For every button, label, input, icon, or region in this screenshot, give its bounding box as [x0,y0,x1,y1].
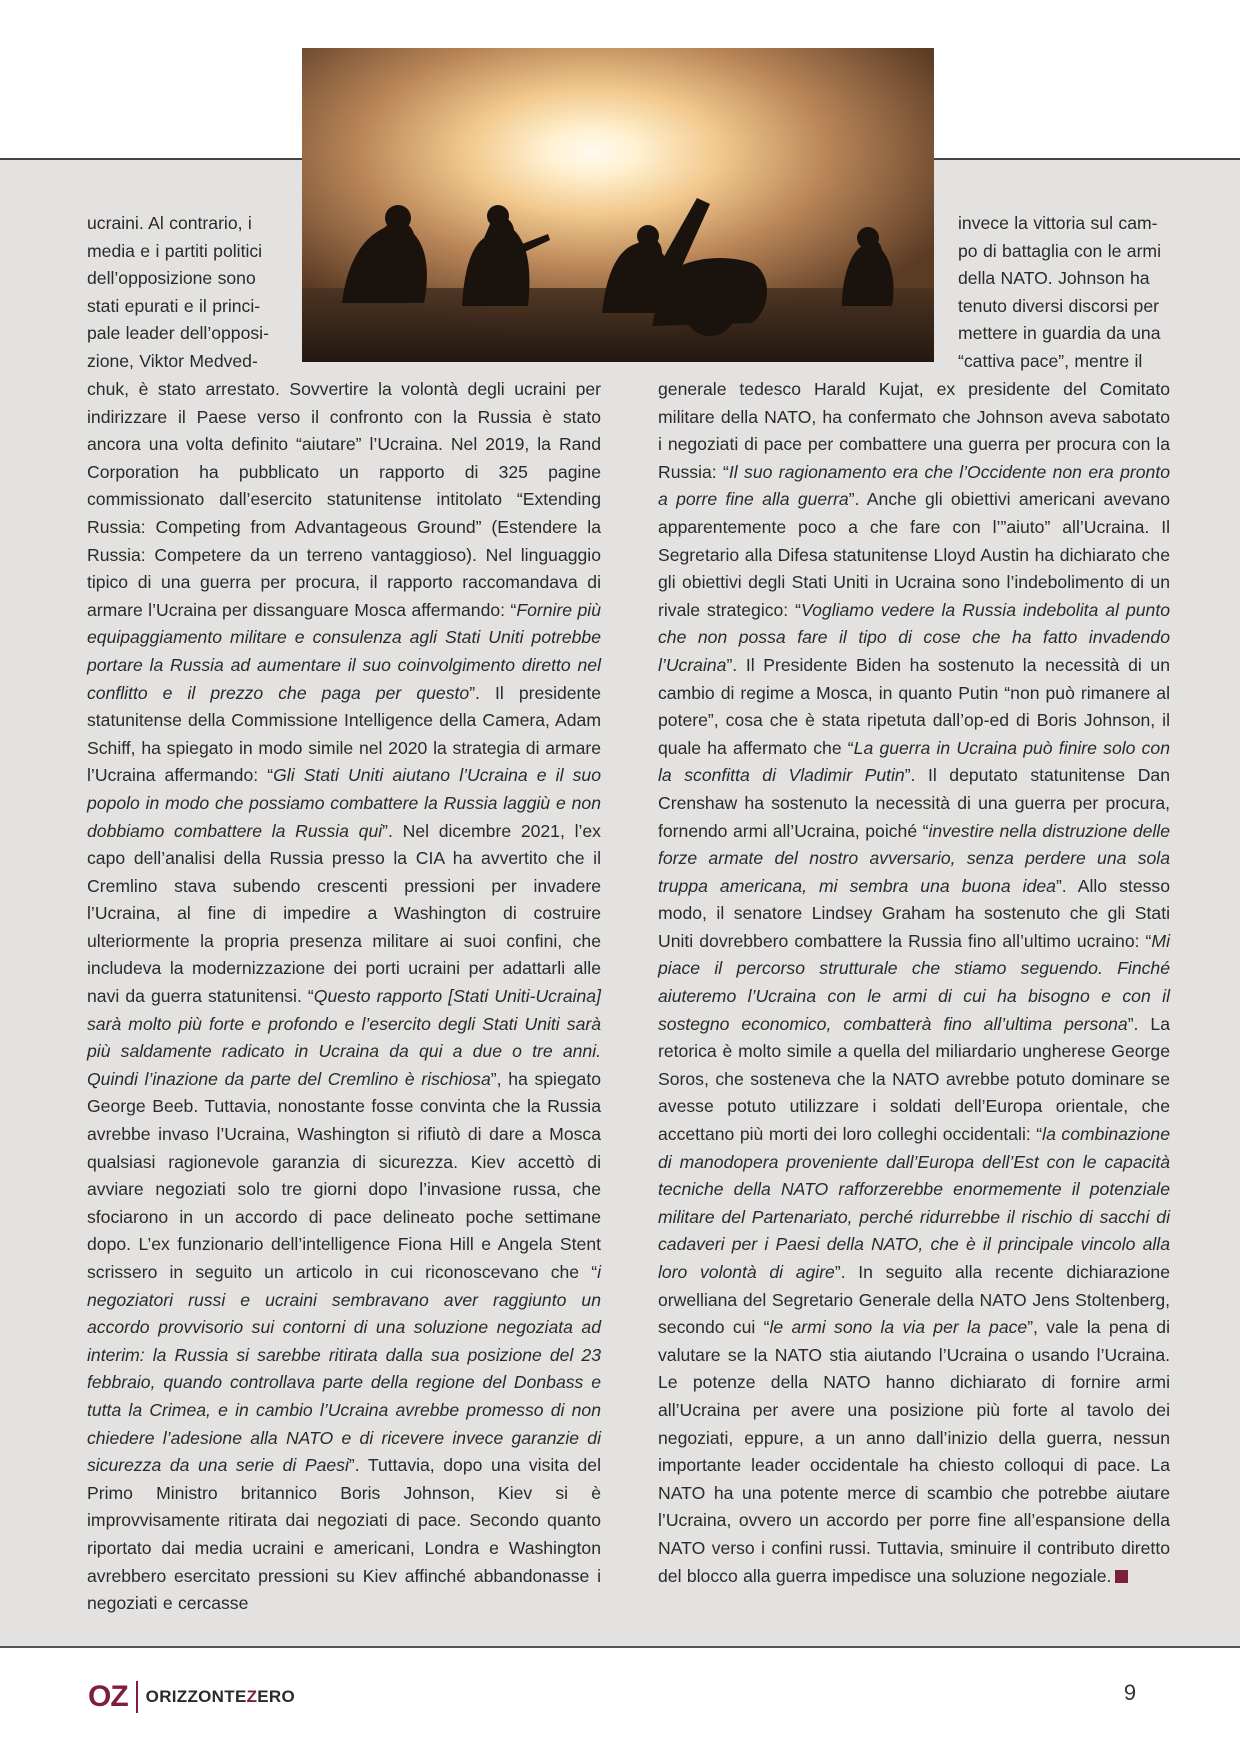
artillery-photo-illustration [302,48,934,362]
logo-text-part: ERO [257,1687,296,1706]
wrap-line: stati epurati e il princi- [87,295,261,316]
left-column [87,376,601,1618]
body-text: ”. Il Presidente Biden ha sostenuto la necessità di un cambio di regime a Mosca, in quanto Putin “non può rimanere al potere”, cosa che è stata ripetuta dall’op-ed di Boris Johnson, il quale ha affermato che “ [658,654,1170,758]
right-column [658,376,1170,1590]
quote-text: Vogliamo vedere la Russia indebolita al punto che non possa fare il tipo di cose che ha fatto invadendo l’Ucraina [658,599,1170,675]
left-paragraph [87,376,601,1618]
body-text: ”. In seguito alla recente dichiarazione orwelliana del Segretario Generale della NATO Jens Stoltenberg, secondo cui “ [658,1262,1170,1338]
quote-text: le armi sono la via per la pace [769,1317,1028,1338]
end-of-article-square-icon [1115,1570,1128,1583]
logo-text-part: ORIZZONTE [145,1687,247,1706]
body-text: ”. Anche gli obiettivi americani avevano apparentemente poco a che fare con l’”aiuto” all’Ucraina. Il Segretario alla Difesa statunitense Lloyd Austin ha dichiarato che gli obiettivi degli Stati Uniti in Ucraina sono l’indebolimento di un rivale strategico: “ [658,489,1170,620]
quote-text: Fornire più equipaggiamento militare e consulenza agli Stati Uniti potrebbe portare la Russia ad aumentare il suo coinvolgimento diretto nel conflitto e il prezzo che paga per questo [87,599,601,703]
wrap-line: tenuto diversi discorsi per [958,295,1159,316]
body-text: generale tedesco Harald Kujat, ex presidente del Comitato militare della NATO, ha confermato che Johnson aveva sabotato i negoziati di pace per combattere una guerra per procura con la Russia: “ [658,379,1170,482]
wrap-line: invece la vittoria sul cam- [958,213,1158,233]
body-text: chuk, è stato arrestato. Sovvertire la volontà degli ucraini per indirizzare il Paese verso il confronto con la Russia è stato ancora una volta definito “aiutare” l’Ucraina. Nel 2019, la Rand Corporation ha pubblicato un rapporto di 325 pagine commissionato dall’esercito statunitense intitolato “Extending Russia: Competing from Advantageous Ground” (Estendere la Russia: Competere da un terreno vantaggioso). Nel linguaggio tipico di una guerra per procura, il rapporto raccomandava di armare l’Ucraina per dissanguare Mosca affermando: “ [87,379,601,620]
logo-text-z: Z [246,1687,258,1706]
quote-text: Mi piace il percorso strutturale che stiamo seguendo. Finché aiuteremo l’Ucraina con le armi di cui ha bisogno e con il sostegno economico, combatterà fino all’ultima persona [658,930,1170,1034]
quote-text: La guerra in Ucraina può finire solo con la sconfitta di Vladimir Putin [658,737,1170,786]
artillery-photo [302,48,934,362]
left-wrap-text [87,210,275,376]
quote-text: Questo rapporto [Stati Uniti-Ucraina] sarà molto più forte e profondo e l’esercito degli Stati Uniti sarà più saldamente radicato in Ucraina da qui a due o tre anni. Quindi l’inazione da parte del Cremlino è rischiosa [87,986,601,1089]
wrap-line: dell’opposizione sono [87,268,256,289]
right-paragraph [658,376,1170,1590]
quote-text: i negoziatori russi e ucraini sembravano aver raggiunto un accordo provvisorio sui contorni di una soluzione negoziata ad interim: la Russia si sarebbe ritirata dalla sua posizione del 23 febbraio, quando controllava parte della regione del Donbass e tutta la Crimea, e in cambio l’Ucraina avrebbe promesso di non chiedere l’adesione alla NATO e di ricevere invece garanzie di sicurezza da una serie di Paesi [87,1262,601,1476]
page-number: 9 [1123,1680,1137,1705]
body-text: ”, ha spiegato George Beeb. Tuttavia, nonostante fosse convinta che la Russia avrebbe invaso l’Ucraina, Washington si rifiutò di dare a Mosca qualsiasi ragionevole garanzia di sicurezza. Kiev accettò di avviare negoziati solo tre giorni dopo l’invasione russa, che sfociarono in un accordo di pace delineato poche settimane dopo. L’ex funzionario dell’intelligence Fiona Hill e Angela Stent scrissero in seguito un articolo in cui riconoscevano che “ [87,1068,601,1282]
wrap-line: “cattiva pace”, mentre il [958,350,1143,371]
logo-wordmark [146,1687,295,1707]
wrap-line: della NATO. Johnson ha [958,268,1150,289]
quote-text: Il suo ragionamento era che l’Occidente non era pronto a porre fine alla guerra [658,461,1170,510]
body-text: ”, vale la pena di valutare se la NATO stia aiutando l’Ucraina o usando l’Ucraina. Le potenze della NATO hanno dichiarato di fornire armi all’Ucraina per avere una posizione più forte al tavolo dei negoziati, eppure, a un anno dall’inizio della guerra, nessun importante leader occidentale ha chiesto colloqui di pace. La NATO ha una potente merce di scambio che potrebbe aiutare l’Ucraina, ovvero un accordo per porre fine all’espansione della NATO verso i confini russi. Tuttavia, sminuire il contributo diretto del blocco alla guerra impedisce una soluzione negoziale. [658,1317,1170,1586]
quote-text: Gli Stati Uniti aiutano l’Ucraina e il suo popolo in modo che possiamo combattere la Russia laggiù e non dobbiamo combattere la Russia qui [87,765,601,841]
body-text: ”. Allo stesso modo, il senatore Lindsey Graham ha sostenuto che gli Stati Uniti dovrebbero combattere la Russia fino all’ultimo ucraino: “ [658,875,1170,951]
logo-mark: OZ [88,1680,128,1713]
wrap-line: media e i partiti politici [87,240,263,261]
publication-logo [88,1680,295,1714]
body-text: ”. Il deputato statunitense Dan Crenshaw ha sostenuto la necessità di una guerra per procura, fornendo armi all’Ucraina, poiché “ [658,765,1170,841]
logo-divider [136,1681,138,1713]
wrap-line: po di battaglia con le armi [958,240,1161,261]
body-text: ”. Nel dicembre 2021, l’ex capo dell’analisi della Russia presso la CIA ha avvertito che il Cremlino stava subendo crescenti pressioni per invadere l’Ucraina, al fine di impedire a Washington di costruire ulteriormente la propria presenza militare ai suoi confini, che includeva la modernizzazione dei porti ucraini per adattarli alle navi da guerra statunitensi. “ [87,820,601,1007]
body-text: ”. Tuttavia, dopo una visita del Primo Ministro britannico Boris Johnson, Kiev si è improvvisamente ritirata dai negoziati di pace. Secondo quanto riportato dai media ucraini e americani, Londra e Washington avrebbero esercitato pressioni su Kiev affinché abbandonasse i negoziati e cercasse [87,1455,602,1614]
wrap-line: pale leader dell’opposi- [87,323,269,344]
quote-text: la combinazione di manodopera proveniente dall’Europa dell’Est con le capacità tecniche della NATO rafforzerebbe enormemente il potenziale militare del Partenariato, perché ridurrebbe il rischio di sacchi di cadaveri per i Paesi della NATO, che è il principale vincolo alla loro volontà di agire [658,1124,1170,1282]
right-wrap-text [958,210,1170,376]
quote-text: investire nella distruzione delle forze armate del nostro avversario, senza perdere una sola truppa americana, mi sembra una buona idea [658,820,1170,896]
wrap-line: zione, Viktor Medved- [87,350,258,371]
bottom-rule [0,1646,1240,1648]
wrap-line: mettere in guardia da una [958,323,1161,344]
wrap-line: ucraini. Al contrario, i [87,213,252,233]
body-text: ”. La retorica è molto simile a quella del miliardario ungherese George Soros, che sosteneva che la NATO avrebbe potuto dominare se avesse potuto utilizzare i soldati dell’Europa orientale, che accettano più morti dei loro colleghi occidentali: “ [658,1013,1170,1145]
body-text: ”. Il presidente statunitense della Commissione Intelligence della Camera, Adam Schiff, ha spiegato in modo simile nel 2020 la strategia di armare l’Ucraina affermando: “ [87,682,601,786]
